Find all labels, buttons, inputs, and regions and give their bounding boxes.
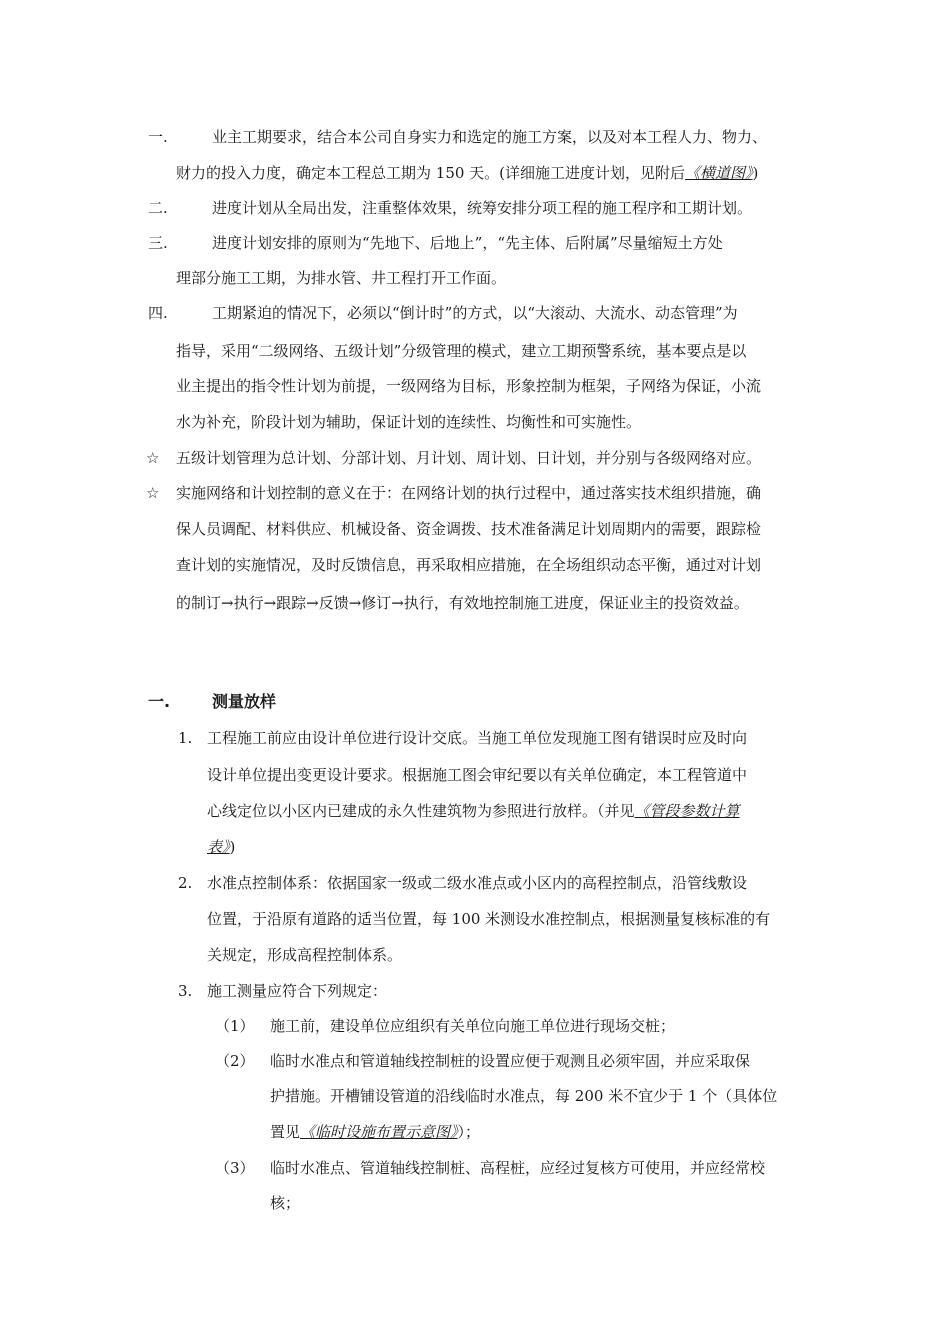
- text-run: 置见: [270, 1123, 301, 1141]
- paragraph-line: 业主提出的指令性计划为前提，一级网络为目标，形象控制为框架，子网络为保证，小流: [176, 377, 762, 395]
- item-number: 3.: [178, 982, 193, 1000]
- paragraph-line: 设计单位提出变更设计要求。根据施工图会审纪要以有关单位确定，本工程管道中: [207, 766, 748, 784]
- temporary-facility-layout-reference: 《临时设施布置示意图》: [300, 1123, 458, 1141]
- star-icon: ☆: [146, 484, 160, 502]
- item-number: 一.: [148, 128, 168, 146]
- item-number: 2.: [178, 874, 193, 892]
- section-title: 测量放样: [212, 692, 277, 711]
- item-number: 三.: [148, 234, 168, 252]
- paragraph-line: 关规定，形成高程控制体系。: [207, 946, 403, 964]
- paragraph-line: 进度计划安排的原则为“先地下、后地上”，“先主体、后附属”尽量缩短土方处: [212, 234, 723, 252]
- paragraph-line: 临时水准点、管道轴线控制桩、高程桩，应经过复核方可使用，并应经常校: [270, 1159, 766, 1177]
- paragraph-line: 进度计划从全局出发，注重整体效果，统筹安排分项工程的施工程序和工期计划。: [212, 199, 753, 217]
- text-run: 心线定位以小区内已建成的永久性建筑物为参照进行放样。（并见: [207, 802, 635, 820]
- text-run: ): [229, 838, 236, 856]
- paragraph-line: 施工测量应符合下列规定：: [207, 982, 388, 1000]
- paragraph-line: 的制订→执行→跟踪→反馈→修订→执行，有效地控制施工进度，保证业主的投资效益。: [176, 594, 749, 612]
- paragraph-line: 核；: [270, 1194, 301, 1212]
- gantt-chart-reference: 《横道图》: [685, 164, 753, 182]
- text-run: 财力的投入力度，确定本工程总工期为 150 天。(详细施工进度计划，见附后: [176, 164, 686, 182]
- paragraph-line: 护措施。开槽铺设管道的沿线临时水准点，每 200 米不宜少于 1 个（具体位: [270, 1087, 778, 1105]
- item-number: 二.: [148, 199, 168, 217]
- sub-item-number: （1）: [215, 1017, 255, 1035]
- paragraph-line: 业主工期要求，结合本公司自身实力和选定的施工方案，以及对本工程人力、物力、: [212, 128, 768, 146]
- paragraph-line: 工程施工前应由设计单位进行设计交底。当施工单位发现施工图有错误时应及时向: [207, 729, 748, 747]
- star-icon: ☆: [146, 449, 160, 467]
- paragraph-line: 工期紧迫的情况下，必须以“倒计时”的方式，以“大滚动、大流水、动态管理”为: [212, 304, 738, 322]
- paragraph-line: 位置，于沿原有道路的适当位置，每 100 米测设水准控制点，根据测量复核标准的有: [207, 910, 771, 928]
- paragraph-line: 查计划的实施情况，及时反馈信息，再采取相应措施，在全场组织动态平衡，通过对计划: [176, 556, 762, 574]
- item-number: 四.: [148, 304, 168, 322]
- paragraph-line: 理部分施工工期，为排水管、井工程打开工作面。: [176, 269, 507, 287]
- paragraph-line: 指导，采用“二级网络、五级计划”分级管理的模式，建立工期预警系统，基本要点是以: [176, 342, 747, 360]
- paragraph-line: 水准点控制体系：依据国家一级或二级水准点或小区内的高程控制点，沿管线敷设: [207, 874, 748, 892]
- paragraph-line: 五级计划管理为总计划、分部计划、月计划、周计划、日计划，并分别与各级网络对应。: [176, 449, 762, 467]
- sub-item-number: （3）: [215, 1159, 255, 1177]
- pipe-parameter-table-reference: 表》: [207, 838, 230, 856]
- paragraph-line: 临时水准点和管道轴线控制桩的设置应便于观测且必须牢固，并应采取保: [270, 1052, 751, 1070]
- paragraph-line: 保人员调配、材料供应、机械设备、资金调拨、技术准备满足计划周期内的需要，跟踪检: [176, 520, 762, 538]
- paragraph-line: 实施网络和计划控制的意义在于：在网络计划的执行过程中，通过落实技术组织措施，确: [176, 484, 762, 502]
- paragraph-line: 施工前，建设单位应组织有关单位向施工单位进行现场交桩；: [270, 1017, 676, 1035]
- paragraph-line: [207, 837, 235, 857]
- item-number: 1.: [178, 729, 193, 747]
- paragraph-line: [176, 163, 758, 183]
- text-run: ): [752, 164, 759, 182]
- sub-item-number: （2）: [215, 1052, 255, 1070]
- paragraph-line: 水为补充，阶段计划为辅助，保证计划的连续性、均衡性和可实施性。: [176, 413, 642, 431]
- paragraph-line: [270, 1122, 480, 1142]
- section-number: 一.: [148, 692, 171, 711]
- text-run: ）；: [457, 1123, 481, 1141]
- paragraph-line: [207, 801, 740, 821]
- pipe-parameter-table-reference: 《管段参数计算: [634, 802, 740, 820]
